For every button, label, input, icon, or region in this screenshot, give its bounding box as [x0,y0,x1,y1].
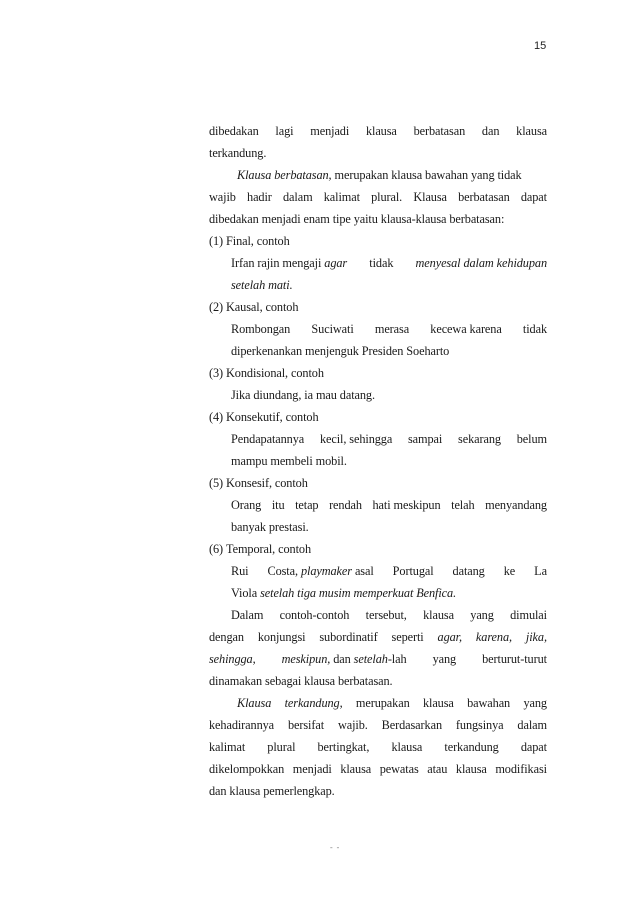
text-line: sehingga, meskipun, dan setelah-lah yang berturut-turut [209,652,547,666]
paragraph-start: Klausa berbatasan, merupakan klausa bawahan yang tidak [237,168,522,182]
text-line: kehadirannya bersifat wajib. Berdasarkan fungsinya dalam [209,718,547,732]
text-line: dengan konjungsi subordinatif seperti agar, karena, jika, [209,630,547,644]
list-item-header: (5) Konsesif, contoh [209,476,308,490]
list-item-header: (6) Temporal, contoh [209,542,311,556]
page-number: 15 [534,40,547,52]
example-line: diperkenankan menjenguk Presiden Soeharto [231,344,450,358]
list-item-header: (2) Kausal, contoh [209,300,299,314]
list-item-header: (4) Konsekutif, contoh [209,410,319,424]
footer-mark: - - [330,843,341,852]
example-line: Jika diundang, ia mau datang. [231,388,375,402]
example-line: Pendapatannya kecil, sehingga sampai sekarang belum [231,432,547,446]
text-line: wajib hadir dalam kalimat plural. Klausa berbatasan dapat [209,190,547,204]
example-line: setelah mati. [231,278,293,292]
body-text [209,120,547,802]
text-line: kalimat plural bertingkat, klausa terkandung dapat [209,740,547,754]
example-line: Orang itu tetap rendah hati meskipun telah menyandang [231,498,547,512]
list-item-header: (3) Kondisional, contoh [209,366,324,380]
example-line: Rombongan Suciwati merasa kecewa karena tidak [231,322,547,336]
text-line: terkandung. [209,146,267,160]
paragraph-start: Klausa terkandung, merupakan klausa bawahan yang [237,696,547,710]
text-line: dikelompokkan menjadi klausa pewatas atau klausa modifikasi [209,762,547,776]
example-line: Irfan rajin mengaji agar tidak menyesal dalam kehidupan [231,256,547,270]
text-line: dibedakan menjadi enam tipe yaitu klausa-klausa berbatasan: [209,212,505,226]
text-line: dinamakan sebagai klausa berbatasan. [209,674,393,688]
example-line: mampu membeli mobil. [231,454,347,468]
example-line: Viola setelah tiga musim memperkuat Benfica. [231,586,457,600]
text-line: dan klausa pemerlengkap. [209,784,335,798]
example-line: banyak prestasi. [231,520,309,534]
list-item-header: (1) Final, contoh [209,234,290,248]
text-line: dibedakan lagi menjadi klausa berbatasan dan klausa [209,124,547,138]
paragraph-start: Dalam contoh-contoh tersebut, klausa yang dimulai [231,608,547,622]
example-line: Rui Costa, playmaker asal Portugal datang ke La [231,564,547,578]
